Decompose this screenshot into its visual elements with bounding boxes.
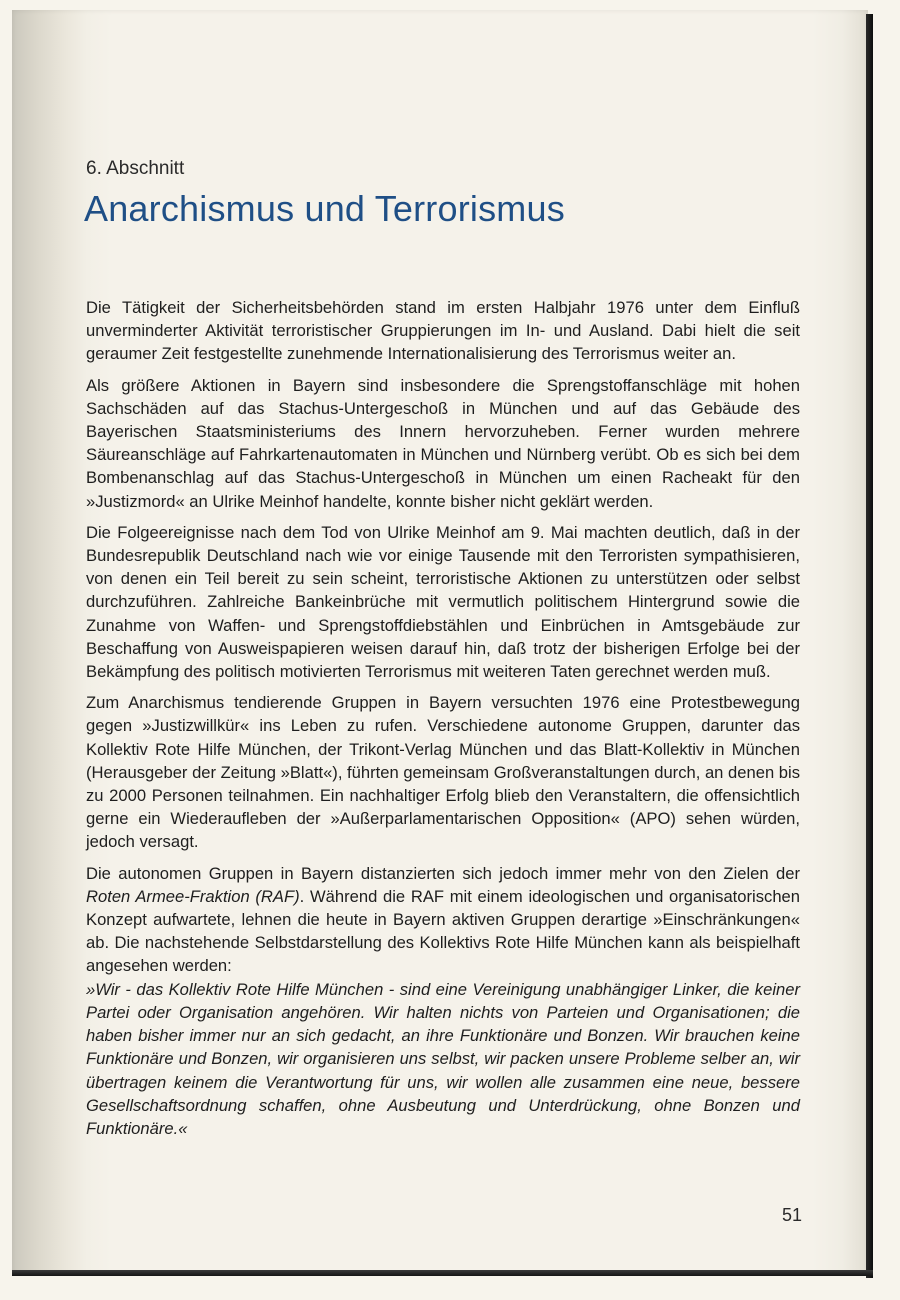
paragraph: Die Tätigkeit der Sicherheitsbehörden stand im ersten Halbjahr 1976 unter dem Einfluß unverminderter Aktivität terroristischer Gruppierungen im In- und Ausland. Dabi hielt die seit geraumer Zeit festgestellte zunehmende Internationalisierung des Terrorismus weiter an. (86, 298, 800, 364)
body-text (86, 296, 800, 1140)
quote-paragraph: »Wir - das Kollektiv Rote Hilfe München - sind eine Vereinigung unabhängiger Linker, die keiner Partei oder Organisation angehören. Wir halten nichts von Parteien und Organisationen; die haben bisher immer nur an sich gedacht, an ihre Funktionäre und Bonzen. Wir brauchen keine Funktionäre und Bonzen, wir organisieren uns selbst, wir packen unsere Probleme selber an, wir übertragen keinem die Verantwortung für uns, wir wollen alle zusammen eine neue, bessere Gesellschaftsordnung schaffen, ohne Ausbeutung und Unterdrückung, ohne Bonzen und Funktionäre.« (86, 979, 800, 1138)
paragraph: Zum Anarchismus tendierende Gruppen in Bayern versuchten 1976 eine Protestbewegung gegen »Justizwillkür« ins Leben zu rufen. Verschiedene autonome Gruppen, darunter das Kollektiv Rote Hilfe München, der Trikont-Verlag München und das Blatt-Kollektiv in München (Herausgeber der Zeitung »Blatt«), führten gemeinsam Großveranstaltungen durch, an denen bis zu 2000 Personen teilnahmen. Ein nachhaltiger Erfolg blieb den Veranstaltern, die offensichtlich gerne ein Wiederaufleben der »Außerparlamentarischen Opposition« (APO) sehen würden, jedoch versagt. (86, 693, 800, 852)
section-label: 6. Abschnitt (86, 158, 185, 179)
paragraph: Als größere Aktionen in Bayern sind insbesondere die Sprengstoffanschläge mit hohen Sachschäden auf das Stachus-Untergeschoß in München und auf das Gebäude des Bayerischen Staatsministeriums des Innern hervorzuheben. Ferner wurden mehrere Säureanschläge auf Fahrkartenautomaten in München und Nürnberg verübt. Ob es sich bei dem Bombenanschlag auf das Stachus-Untergeschoß in München um einen Racheakt für den »Justizmord« an Ulrike Meinhof handelte, konnte bisher nicht geklärt werden. (86, 375, 800, 511)
page-number: 51 (781, 1205, 802, 1225)
book-bottom-edge (12, 1270, 873, 1276)
paragraph: Die Folgeereignisse nach dem Tod von Ulrike Meinhof am 9. Mai machten deutlich, daß in der Bundesrepublik Deutschland nach wie vor einige Tausende mit den Terroristen sympathisieren, von denen ein Teil bereit zu sein scheint, terroristische Aktionen zu unterstützen oder selbst durchzuführen. Zahlreiche Bankeinbrüche mit vermutlich politischem Hintergrund sowie die Zunahme von Waffen- und Sprengstoffdiebstählen und Einbrüchen in Amtsgebäude zur Beschaffung von Ausweispapieren weisen darauf hin, daß trotz der bisherigen Erfolge bei der Bekämpfung des politisch motivierten Terrorismus mit weiteren Taten gerechnet werden muß. (86, 522, 800, 682)
raf-emphasis: Roten Armee-Fraktion (RAF) (86, 886, 300, 906)
book-spine-edge (866, 14, 873, 1278)
paragraph (86, 862, 800, 978)
paragraph-text-before: Die autonomen Gruppen in Bayern distanzierten sich jedoch immer mehr von den Zielen der (86, 863, 800, 883)
paragraph-text-after: . Während die RAF mit einem ideologischen und organisatorischen Konzept aufwartete, lehnen die heute in Bayern aktiven Gruppen derartige »Einschränkungen« ab. Die nachstehende Selbstdarstellung des Kollektivs Rote Hilfe München kann als beispielhaft angesehen werden: (86, 886, 801, 976)
chapter-title: Anarchismus und Terrorismus (84, 188, 565, 229)
